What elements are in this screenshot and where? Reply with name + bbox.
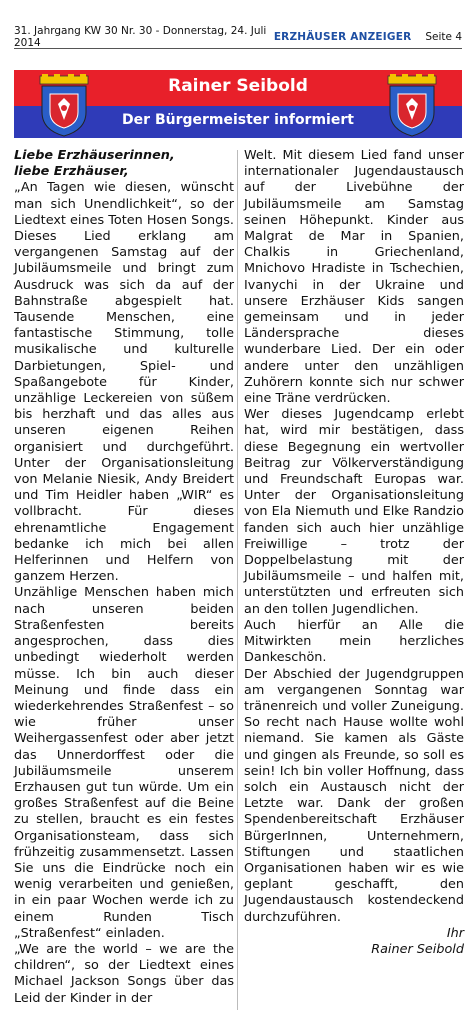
paragraph-2: Unzählige Menschen haben mich nach unseren beiden Straßenfesten bereits angesprochen, dass dies unbedingt wiederholt werden müsse. Ich bin auch dieser Meinung und finde dass ein wiederkehrendes Straßenfest – so wie früher unser Weihergassenfest oder aber jetzt das Unnerdorffest oder die Jubiläumsmeile unserem Erzhausen gut tun würde. Um ein großes Straßenfest auf die Beine zu stellen, braucht es ein festes Organisationsteam, dass sich frühzeitig zusammensetzt. Lassen Sie uns die Eindrücke noch ein wenig verarbeiten und genießen, in ein paar Wochen werde ich zu einem Runden Tisch „Straßenfest“ einladen. bbox=[14, 585, 234, 941]
header-rule bbox=[14, 48, 462, 49]
page-header bbox=[14, 26, 462, 48]
column-divider bbox=[237, 150, 238, 1010]
greeting-line-1: Liebe Erzhäuserinnen, bbox=[14, 148, 175, 163]
erzhausen-coat-of-arms-icon bbox=[36, 74, 92, 138]
issue-line: 31. Jahrgang KW 30 Nr. 30 - Donnerstag, 24. Juli 2014 bbox=[14, 25, 267, 49]
paragraph-1: „An Tagen wie diesen, wünscht man sich Unendlichkeit“, so der Liedtext eines Toten Hosen Songs. Dieses Lied erklang am vergangenen Samstag auf der Jubiläumsmeile und bringt zum Ausdruck was sich da auf der Bahnstraße abgespielt hat. Tausende Menschen, eine fantastische Stimmung, tolle musikalische und kulturelle Darbietungen, Spiel- und Spaßangebote für Kinder, unzählige Leckereien von süßem bis herzhaft und das alles aus unseren eigenen Reihen organisiert und durchgeführt. Unter der Organisationsleitung von Melanie Niesik, Andy Breidert und Tim Heidler haben „WIR“ es vollbracht. Für dieses ehrenamtliche Engagement bedanke ich mich bei allen Helferinnen und Helfern von ganzem Herzen. bbox=[14, 180, 234, 585]
erzhausen-coat-of-arms-icon bbox=[384, 74, 440, 138]
paragraph-4: Wer dieses Jugendcamp erlebt hat, wird mir bestätigen, dass diese Begegnung ein wertvoller Beitrag zur Völkerverständigung und Freundschaft Europas war. Unter der Organisationsleitung von Ela Niemuth und Elke Randzio fanden sich auch hier unzählige Freiwillige – trotz der Doppelbelastung mit der Jubiläumsmeile – und halfen mit, unterstützten und erfreuten sich an den tollen Jugendlichen. bbox=[244, 407, 464, 617]
signature: Rainer Seibold bbox=[371, 941, 464, 957]
paragraph-6: Der Abschied der Jugendgruppen am vergangenen Sonntag war tränenreich und voller Zuneigung. So recht nach Hause wollte wohl niemand. Sie kamen als Gäste und gingen als Freunde, so soll es sein! Ich bin voller Hoffnung, dass solch ein Austausch nicht der Letzte war. Dank der großen Spendenbereitschaft Erzhäuser BürgerInnen, Unternehmern, Stiftungen und staatlichen Organisationen haben wir es wie geplant geschafft, den Jugendaustausch kostendeckend durchzuführen. bbox=[244, 666, 464, 925]
banner-subtitle: Der Bürgermeister informiert bbox=[122, 112, 354, 128]
article-column-left bbox=[14, 148, 234, 1007]
newspaper-name: ERZHÄUSER ANZEIGER bbox=[273, 31, 412, 43]
paragraph-3-continued: Welt. Mit diesem Lied fand unser internationaler Jugendaustausch auf der Livebühne der Jubiläumsmeile am Samstag seinen Höhepunkt. Kinder aus Malgrat de Mar in Spanien, Chalkis in Griechenland, Mnichovo Hradiste in Tschechien, Ivanychi in der Ukraine und unsere Erzhäuser Kids sangen gemeinsam und in jeder Ländersprache dieses wunderbare Lied. Der ein oder andere unter den unzähligen Zuhörern konnte sich nur schwer eine Träne verdrücken. bbox=[244, 148, 464, 407]
paragraph-3-start: „We are the world – we are the children“, so der Liedtext eines Michael Jackson Songs über das Leid der Kinder in der bbox=[14, 941, 234, 1006]
article-column-right bbox=[244, 148, 464, 958]
paragraph-5: Auch hierfür an Alle die Mitwirkten mein herzliches Dankeschön. bbox=[244, 617, 464, 666]
mayor-banner bbox=[14, 70, 462, 138]
banner-title: Rainer Seibold bbox=[168, 76, 308, 96]
closing-line: Ihr bbox=[446, 925, 464, 941]
page-number: Seite 4 bbox=[425, 31, 462, 43]
greeting-line-2: liebe Erzhäuser, bbox=[14, 164, 129, 180]
